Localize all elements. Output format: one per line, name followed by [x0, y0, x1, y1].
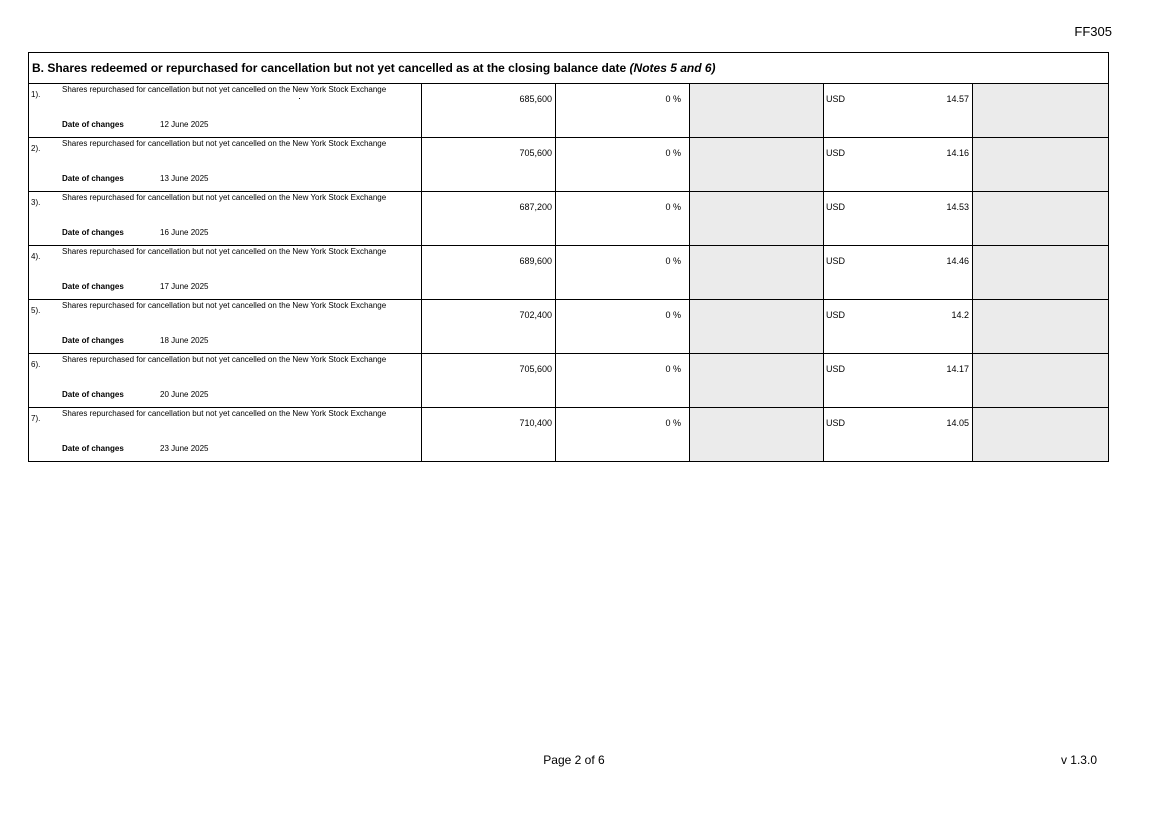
price-cell: [824, 192, 973, 245]
quantity-value: 702,400: [519, 310, 552, 320]
date-of-changes-label: Date of changes: [62, 336, 124, 345]
shaded-cell: [973, 138, 1108, 191]
row-number: 2).: [31, 144, 41, 153]
quantity-value: 705,600: [519, 364, 552, 374]
quantity-value: 685,600: [519, 94, 552, 104]
currency-value: USD: [826, 256, 846, 266]
page-number: Page 2 of 6: [543, 753, 605, 767]
percent-cell: [556, 84, 690, 137]
description-cell: [29, 300, 422, 353]
table-row: [29, 300, 1108, 354]
date-of-changes-label: Date of changes: [62, 120, 124, 129]
price-cell: [824, 246, 973, 299]
date-of-changes-value: 12 June 2025: [160, 120, 209, 129]
stray-dot: [299, 98, 300, 99]
price-cell: [824, 408, 973, 461]
description-cell: [29, 408, 422, 461]
description-cell: [29, 138, 422, 191]
table-row: [29, 84, 1108, 138]
row-number: 4).: [31, 252, 41, 261]
table-row: [29, 192, 1108, 246]
quantity-value: 710,400: [519, 418, 552, 428]
row-number: 7).: [31, 414, 41, 423]
table-row: [29, 408, 1108, 461]
percent-cell: [556, 354, 690, 407]
percent-value: 0 %: [665, 364, 681, 374]
description-cell: [29, 84, 422, 137]
date-of-changes-label: Date of changes: [62, 282, 124, 291]
percent-cell: [556, 138, 690, 191]
section-title: [29, 53, 1108, 84]
shaded-cell: [690, 408, 824, 461]
description-cell: [29, 354, 422, 407]
price-cell: [824, 138, 973, 191]
row-description: Shares repurchased for cancellation but not yet cancelled on the New York Stock Exchange: [62, 355, 387, 364]
percent-value: 0 %: [665, 418, 681, 428]
version-label: v 1.3.0: [1060, 753, 1097, 767]
shaded-cell: [690, 84, 824, 137]
date-of-changes-label: Date of changes: [62, 228, 124, 237]
price-value: 14.57: [946, 94, 969, 104]
row-description: Shares repurchased for cancellation but not yet cancelled on the New York Stock Exchange: [62, 193, 387, 202]
row-number: 3).: [31, 198, 41, 207]
currency-value: USD: [826, 148, 846, 158]
date-of-changes-label: Date of changes: [62, 444, 124, 453]
row-number: 1).: [31, 90, 41, 99]
quantity-cell: [422, 246, 556, 299]
price-cell: [824, 354, 973, 407]
quantity-value: 689,600: [519, 256, 552, 266]
shaded-cell: [690, 300, 824, 353]
percent-value: 0 %: [665, 94, 681, 104]
section-notes: (Notes 5 and 6): [629, 61, 716, 75]
currency-value: USD: [826, 310, 846, 320]
shaded-cell: [973, 192, 1108, 245]
date-of-changes-value: 20 June 2025: [160, 390, 209, 399]
section-b-table: [28, 52, 1109, 462]
price-cell: [824, 84, 973, 137]
quantity-cell: [422, 192, 556, 245]
price-value: 14.2: [951, 310, 969, 320]
quantity-cell: [422, 408, 556, 461]
quantity-cell: [422, 300, 556, 353]
row-description: Shares repurchased for cancellation but not yet cancelled on the New York Stock Exchange: [62, 139, 387, 148]
date-of-changes-value: 23 June 2025: [160, 444, 209, 453]
shaded-cell: [973, 246, 1108, 299]
table-row: [29, 246, 1108, 300]
table-row: [29, 138, 1108, 192]
shaded-cell: [973, 354, 1108, 407]
currency-value: USD: [826, 364, 846, 374]
percent-cell: [556, 192, 690, 245]
price-value: 14.46: [946, 256, 969, 266]
quantity-cell: [422, 138, 556, 191]
percent-value: 0 %: [665, 310, 681, 320]
shaded-cell: [690, 192, 824, 245]
section-title-text: B. Shares redeemed or repurchased for cancellation but not yet cancelled as at the closing balance date: [32, 61, 627, 75]
currency-value: USD: [826, 202, 846, 212]
date-of-changes-value: 17 June 2025: [160, 282, 209, 291]
quantity-value: 705,600: [519, 148, 552, 158]
percent-value: 0 %: [665, 148, 681, 158]
table-row: [29, 354, 1108, 408]
percent-cell: [556, 300, 690, 353]
date-of-changes-value: 13 June 2025: [160, 174, 209, 183]
date-of-changes-value: 18 June 2025: [160, 336, 209, 345]
shaded-cell: [690, 354, 824, 407]
date-of-changes-label: Date of changes: [62, 390, 124, 399]
row-description: Shares repurchased for cancellation but not yet cancelled on the New York Stock Exchange: [62, 85, 387, 94]
quantity-cell: [422, 354, 556, 407]
percent-value: 0 %: [665, 256, 681, 266]
currency-value: USD: [826, 418, 846, 428]
shaded-cell: [690, 138, 824, 191]
date-of-changes-label: Date of changes: [62, 174, 124, 183]
shaded-cell: [690, 246, 824, 299]
price-cell: [824, 300, 973, 353]
row-description: Shares repurchased for cancellation but not yet cancelled on the New York Stock Exchange: [62, 247, 387, 256]
quantity-value: 687,200: [519, 202, 552, 212]
row-description: Shares repurchased for cancellation but not yet cancelled on the New York Stock Exchange: [62, 301, 387, 310]
price-value: 14.17: [946, 364, 969, 374]
price-value: 14.53: [946, 202, 969, 212]
description-cell: [29, 192, 422, 245]
percent-value: 0 %: [665, 202, 681, 212]
currency-value: USD: [826, 94, 846, 104]
description-cell: [29, 246, 422, 299]
percent-cell: [556, 408, 690, 461]
percent-cell: [556, 246, 690, 299]
form-code: FF305: [1074, 24, 1112, 39]
table-rows: [29, 84, 1108, 461]
shaded-cell: [973, 84, 1108, 137]
row-number: 6).: [31, 360, 41, 369]
date-of-changes-value: 16 June 2025: [160, 228, 209, 237]
price-value: 14.16: [946, 148, 969, 158]
quantity-cell: [422, 84, 556, 137]
shaded-cell: [973, 408, 1108, 461]
shaded-cell: [973, 300, 1108, 353]
row-description: Shares repurchased for cancellation but not yet cancelled on the New York Stock Exchange: [62, 409, 387, 418]
row-number: 5).: [31, 306, 41, 315]
price-value: 14.05: [946, 418, 969, 428]
